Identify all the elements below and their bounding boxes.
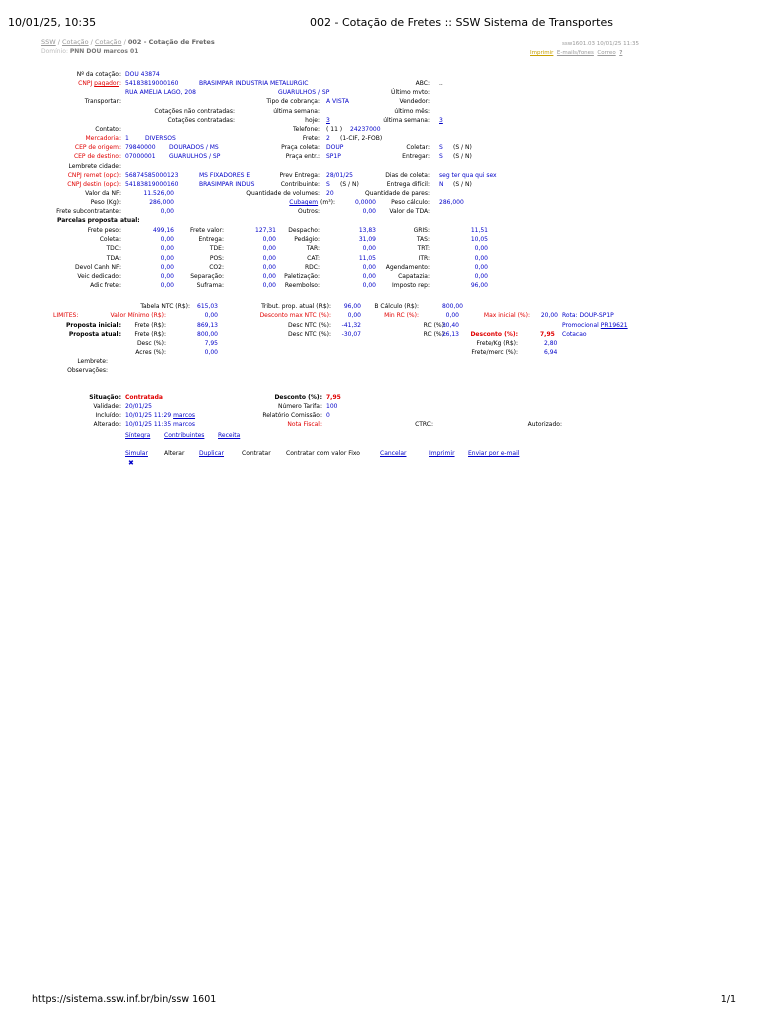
top-correo-link[interactable]: Correo (597, 50, 616, 56)
print-datetime: 10/01/25, 10:35 (8, 16, 97, 29)
parcela-label: Frete peso: (87, 227, 121, 234)
cnpj-remet-field[interactable]: 56874585000123 (125, 172, 179, 179)
praca-coleta-field[interactable]: DOUP (326, 144, 344, 151)
b-calculo-value: 800,00 (442, 303, 463, 310)
parcela-label: Coleta: (99, 236, 121, 244)
pagador-cidade: GUARULHOS / SP (278, 89, 330, 96)
promocional-link[interactable]: PR19621 (600, 322, 628, 329)
parcela-label: TDC: (106, 245, 121, 253)
top-imprimir-link[interactable]: Imprimir (530, 50, 554, 56)
desc-ntc-atual: -30,07 (341, 331, 361, 338)
telefone-value[interactable]: 24237000 (350, 126, 381, 133)
frete-hint: (1-CIF, 2-FOB) (340, 135, 383, 142)
ultimo-mes-label: último mês: (394, 108, 430, 115)
frete-sub-label: Frete subcontratante: (56, 208, 121, 215)
validade-value: 20/01/25 (125, 403, 152, 410)
min-rc-label: Min RC (%): (384, 312, 419, 319)
praca-coleta-label: Praça coleta: (281, 144, 320, 151)
rc-inicial: 30,40 (441, 322, 459, 329)
parcela-label: Pedágio: (294, 236, 320, 244)
parcela-label: Suframa: (196, 282, 224, 290)
parcela-value: 0,00 (362, 245, 376, 253)
cep-origem-field[interactable]: 79840000 (125, 144, 156, 151)
parcela-label: RDC: (305, 263, 320, 271)
sintegra-link[interactable]: Síntegra (125, 432, 151, 439)
praca-entr-label: Praça entr.: (285, 153, 320, 160)
valor-nf-field[interactable]: 11.526,00 (143, 190, 174, 197)
parcela-value: 11,05 (358, 254, 376, 262)
acres-value[interactable]: 0,00 (204, 349, 218, 356)
simular-link[interactable]: Simular (125, 450, 148, 457)
cubagem-link[interactable]: Cubagem (289, 199, 319, 206)
entrega-dificil-hint: (S / N) (453, 181, 472, 188)
parcela-label: Devol Canh NF: (75, 263, 121, 271)
entregar-hint: (S / N) (453, 153, 472, 160)
print-page-title: 002 - Cotação de Fretes :: SSW Sistema de Transportes (310, 16, 613, 29)
parcela-label: TDA: (106, 254, 121, 262)
frete-rs-label-2: Frete (R$): (134, 331, 166, 338)
domain-line: Domínio: PNN DOU marcos 01 (41, 48, 139, 55)
prop-atual-value[interactable]: 800,00 (197, 331, 218, 338)
parcela-value: 127,31 (255, 227, 276, 234)
hoje-label: hoje: (305, 117, 320, 124)
desc-value[interactable]: 7,95 (204, 340, 218, 347)
parcela-value: 0,00 (262, 236, 276, 244)
breadcrumb: SSW / Cotação / Cotação / 002 - Cotação de Fretes (41, 38, 215, 46)
cidade-origem: DOURADOS / MS (169, 144, 219, 151)
validade-label: Validade: (93, 403, 121, 410)
frete-merc-value: 6,94 (544, 349, 558, 356)
dias-coleta-label: Dias de coleta: (385, 172, 430, 179)
parcela-value: 0,00 (160, 282, 174, 290)
dias-coleta-value: seg ter qua qui sex (439, 172, 497, 179)
breadcrumb-current: 002 - Cotação de Fretes (127, 38, 215, 46)
imprimir-link[interactable]: Imprimir (429, 450, 455, 457)
parcela-value: 0,00 (262, 282, 276, 290)
cancelar-link[interactable]: Cancelar (380, 450, 407, 457)
breadcrumb-link-ssw[interactable]: SSW (41, 38, 56, 46)
contribuinte-label: Contribuinte: (280, 181, 320, 188)
cep-destino-label: CEP de destino: (73, 153, 121, 160)
parcela-value: 0,00 (160, 245, 174, 253)
print-url: https://sistema.ssw.inf.br/bin/ssw 1601 (32, 994, 217, 1005)
parcela-label: Despacho: (288, 227, 320, 234)
desc-max-value: 0,00 (347, 312, 361, 319)
cotacoes-nao-label: Cotações não contratadas: (154, 108, 235, 115)
relatorio-value: 0 (326, 412, 330, 419)
outros-label: Outros: (297, 208, 320, 215)
n-cotacao-label: Nº da cotação: (76, 71, 121, 78)
cotacao-label: Cotacao (562, 331, 587, 338)
alterar-link[interactable]: Alterar (164, 450, 185, 457)
program-version: ssw1601.03 10/01/25 11:35 (562, 41, 640, 47)
incluido-value: 10/01/25 11:29 marcos (125, 412, 196, 419)
parcela-value: 96,00 (470, 282, 488, 290)
contribuintes-link[interactable]: Contribuintes (164, 432, 205, 439)
status-desconto-value: 7,95 (326, 394, 341, 401)
top-emails-link[interactable]: E-mails/fones (556, 50, 594, 56)
parcela-value: 0,00 (262, 245, 276, 253)
parcela-value: 0,00 (474, 263, 488, 271)
parcelas-title: Parcelas proposta atual: (57, 217, 140, 224)
ultima-semana-label: última semana: (273, 108, 320, 115)
entrega-dificil-label: Entrega difícil: (386, 181, 430, 188)
frete-label: Frete: (302, 135, 320, 142)
coletar-hint: (S / N) (453, 144, 472, 151)
parcela-label: CO2: (209, 263, 224, 271)
tribut-value: 96,00 (343, 303, 361, 310)
incluido-user-link[interactable]: marcos (173, 412, 196, 419)
frete-kg-value: 2,80 (544, 340, 558, 347)
mercadoria-label: Mercadoria: (85, 135, 121, 142)
desc-ntc-inicial: -41,32 (341, 322, 361, 329)
prop-inicial-label: Proposta inicial: (66, 322, 121, 329)
cep-origem-label: CEP de origem: (74, 144, 121, 151)
b-calculo-label: B Cálculo (R$): (374, 303, 419, 310)
praca-entr-field[interactable]: SP1P (326, 153, 341, 160)
status-desconto-label: Desconto (%): (274, 394, 322, 401)
remet-nome: MS FIXADORES E (199, 172, 251, 179)
peso-label: Peso (Kg): (90, 199, 121, 206)
alterado-label: Alterado: (93, 421, 121, 428)
cnpj-pagador-nome: BRASIMPAR INDUSTRIA METALURGIC (199, 80, 309, 87)
qtd-pares-label: Quantidade de pares: (365, 190, 430, 197)
desc-ntc-label-2: Desc NTC (%): (288, 331, 331, 338)
parcela-label: TRT: (417, 245, 430, 253)
qtd-volumes-field[interactable]: 20 (326, 190, 334, 197)
frete-sub-field[interactable]: 0,00 (160, 208, 174, 215)
max-inicial-value: 20,00 (540, 312, 558, 319)
ultimo-mvto-label: Último mvto: (391, 89, 430, 96)
tribut-label: Tribut. prop. atual (R$): (261, 303, 331, 310)
acres-label: Acres (%): (135, 349, 166, 356)
incluido-label: Incluído: (95, 412, 121, 419)
valor-minimo-value: 0,00 (204, 312, 218, 319)
abc-label: ABC: (415, 80, 430, 87)
parcela-label: Imposto rep: (391, 282, 430, 290)
parcela-value: 0,00 (362, 282, 376, 290)
contato-label: Contato: (95, 126, 121, 133)
valor-nf-label: Valor da NF: (85, 190, 121, 197)
parcela-label: TAR: (306, 245, 320, 253)
frete-value[interactable]: 2 (326, 135, 330, 142)
cnpj-remet-label: CNPJ remet (opc): (67, 172, 121, 179)
desconto-value[interactable]: 7,95 (540, 331, 555, 338)
parcela-label: TAS: (416, 236, 430, 244)
breadcrumb-link-cotacao[interactable]: Cotação (62, 38, 89, 46)
entregar-label: Entregar: (402, 153, 430, 160)
numero-tarifa-value: 100 (326, 403, 338, 410)
telefone-ddd[interactable]: ( 11 ) (326, 126, 343, 133)
tabela-ntc-label: Tabela NTC (R$): (140, 303, 190, 310)
enviar-email-link[interactable]: Enviar por e-mail (468, 450, 520, 457)
coletar-field[interactable]: S (439, 144, 443, 151)
parcela-value: 0,00 (262, 254, 276, 262)
autorizado-label: Autorizado: (527, 421, 562, 428)
parcela-label: GRIS: (413, 227, 430, 234)
cnpj-destin-field[interactable]: 54183819000160 (125, 181, 179, 188)
parcela-label: Agendamento: (385, 263, 430, 271)
relatorio-label: Relatório Comissão: (262, 412, 322, 419)
parcela-value: 0,00 (474, 245, 488, 253)
contratar-link[interactable]: Contratar (242, 450, 271, 457)
max-inicial-label: Max inicial (%): (483, 312, 530, 319)
n-cotacao-value: DOU 43874 (125, 71, 160, 78)
cidade-destino: GUARULHOS / SP (169, 153, 221, 160)
contribuinte-hint: (S / N) (340, 181, 359, 188)
parcela-label: ITR: (418, 254, 430, 262)
tipo-cobranca-value: A VISTA (326, 98, 349, 105)
abc-value: .. (439, 80, 443, 87)
parcela-value: 11,51 (470, 227, 488, 234)
parcela-label: Frete valor: (190, 227, 224, 234)
tipo-cobranca-label: Tipo de cobrança: (266, 98, 320, 105)
prev-entrega-value: 28/01/25 (326, 172, 353, 179)
destin-nome: BRASIMPAR INDUS (199, 181, 255, 188)
parcela-value: 0,00 (160, 263, 174, 271)
prop-inicial-value: 869,13 (197, 322, 218, 329)
nota-fiscal-label: Nota Fiscal: (287, 421, 322, 428)
peso-calculo-value: 286,000 (439, 199, 464, 206)
situacao-value: Contratada (125, 394, 163, 401)
observacoes-label: Observações: (67, 367, 108, 374)
parcela-label: Reembolso: (284, 282, 320, 290)
entregar-field[interactable]: S (439, 153, 443, 160)
parcela-value: 0,00 (262, 263, 276, 271)
rc-label-2: RC (%): (423, 331, 446, 338)
alterado-value: 10/01/25 11:35 marcos (125, 421, 196, 428)
cnpj-pagador-link[interactable]: pagador (94, 80, 119, 87)
parcela-label: TDE: (209, 245, 224, 253)
parcela-value: 0,00 (474, 273, 488, 280)
cotacoes-contr-label: Cotações contratadas: (167, 117, 235, 124)
parcela-value: 0,00 (362, 263, 376, 271)
entrega-dificil-field[interactable]: N (439, 181, 444, 188)
top-links (530, 49, 622, 57)
rc-label: RC (%): (423, 322, 446, 329)
frete-rs-label: Frete (R$): (134, 322, 166, 329)
promocional: Promocional PR19621 (562, 322, 628, 329)
vendedor-label: Vendedor: (399, 98, 430, 105)
lembrete-label: Lembrete: (77, 358, 108, 365)
parcela-value: 10,05 (470, 236, 488, 244)
parcela-label: Separação: (190, 273, 224, 280)
receita-link[interactable]: Receita (218, 432, 241, 439)
print-page-number: 1/1 (720, 994, 736, 1005)
desc-max-label: Desconto max NTC (%): (259, 312, 331, 319)
cubagem-label: Cubagem (m³): (289, 199, 335, 206)
parcela-value: 0,00 (160, 254, 174, 262)
desc-label: Desc (%): (136, 340, 166, 347)
parcela-value: 0,00 (474, 254, 488, 262)
parcela-label: Adic frete: (90, 282, 121, 290)
mercadoria-cod[interactable]: 1 (125, 135, 129, 142)
prop-atual-label: Proposta atual: (68, 331, 121, 338)
parcela-value: 0,00 (160, 236, 174, 244)
hoje-link[interactable]: 3 (326, 117, 330, 124)
telefone-label: Telefone: (293, 126, 320, 133)
parcela-label: Capatazia: (398, 273, 430, 280)
help-link[interactable]: ? (619, 50, 623, 56)
qtd-volumes-label: Quantidade de volumes: (246, 190, 320, 197)
parcela-value: 0,00 (362, 273, 376, 280)
parcela-label: Veic dedicado: (77, 273, 121, 280)
parcela-value: 0,00 (262, 273, 276, 280)
min-rc-value: 0,00 (445, 312, 459, 319)
cnpj-destin-label: CNPJ destin (opc): (67, 181, 121, 188)
valor-tda-label: Valor de TDA: (389, 208, 430, 215)
cnpj-pagador-field[interactable]: 54183819000160 (125, 80, 179, 87)
parcela-value: 13,83 (358, 227, 376, 234)
cnpj-pagador-label: CNPJ pagador: (78, 80, 121, 87)
cep-destino-field[interactable]: 07000001 (125, 153, 156, 160)
rota-value: Rota: DOUP-SP1P (562, 312, 614, 319)
situacao-label: Situação: (89, 394, 121, 401)
limites-label: LIMITES: (53, 312, 79, 319)
valor-minimo-label: Valor Mínimo (R$): (110, 312, 166, 319)
breadcrumb-link-cotacao-2[interactable]: Cotação (94, 38, 122, 46)
duplicar-link[interactable]: Duplicar (199, 450, 225, 457)
desc-ntc-label: Desc NTC (%): (288, 322, 331, 329)
peso-calculo-label: Peso cálculo: (391, 199, 430, 206)
parcela-label: Paletização: (284, 273, 320, 280)
ultima-semana2-link[interactable]: 3 (439, 117, 443, 124)
parcela-value: 31,09 (358, 236, 376, 244)
close-icon[interactable]: ✖ (128, 459, 134, 467)
parcela-label: CAT: (307, 254, 320, 262)
coletar-label: Coletar: (406, 144, 430, 151)
rc-atual: 26,13 (441, 331, 459, 338)
lembrete-cidade-label: Lembrete cidade: (68, 163, 121, 170)
transportar-label: Transportar: (84, 98, 121, 105)
desconto-label: Desconto (%): (470, 331, 518, 338)
outros-field[interactable]: 0,00 (362, 208, 376, 215)
tabela-ntc-value: 615,03 (197, 303, 218, 310)
ultima-semana2-label: última semana: (383, 117, 430, 124)
parcela-value: 0,00 (160, 273, 174, 280)
pagador-endereco: RUA AMELIA LAGO, 208 (125, 89, 196, 96)
parcela-label: POS: (209, 254, 224, 262)
cubagem-field[interactable]: 0,0000 (355, 199, 376, 206)
frete-merc-label: Frete/merc (%): (471, 349, 518, 356)
peso-field[interactable]: 286,000 (149, 199, 174, 206)
ctrc-label: CTRC: (415, 421, 433, 428)
mercadoria-desc: DIVERSOS (145, 135, 176, 142)
prev-entrega-label: Prev Entrega: (279, 172, 320, 179)
contratar-fixo-link[interactable]: Contratar com valor Fixo (286, 450, 360, 457)
numero-tarifa-label: Número Tarifa: (277, 403, 322, 410)
parcela-value: 499,16 (153, 227, 174, 234)
parcela-label: Entrega: (198, 236, 224, 244)
frete-kg-label: Frete/Kg (R$): (476, 340, 518, 347)
contribuinte-field[interactable]: S (326, 181, 330, 188)
